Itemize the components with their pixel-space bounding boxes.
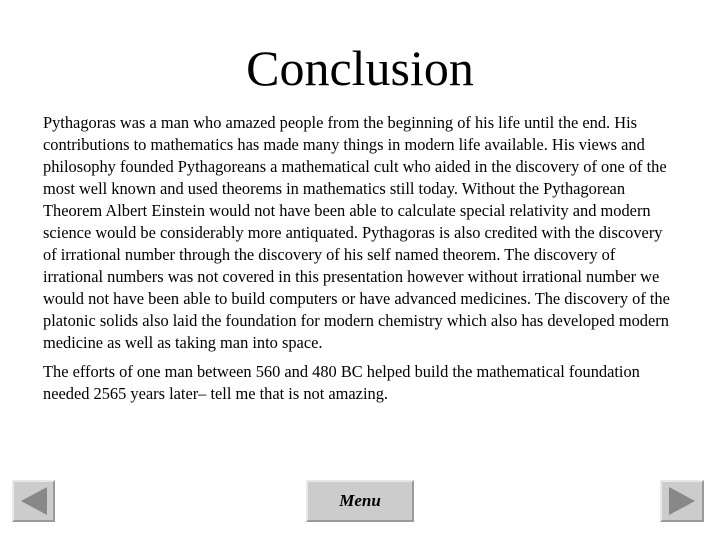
body-paragraph-1: Pythagoras was a man who amazed people from the beginning of his life until the end. His contributions to mathematics has made many things in modern life available. His views and philosophy founded Pythagoreans a mathematical cult who aided in the discovery of one of the most well known and used theorems in mathematics still today. Without the Pythagorean Theorem Albert Einstein would not have been able to calculate special relativity and modern science would be considerably more antiquated. Pythagoras is also credited with the discovery of irrational number through the discovery of his self named theorem. The discovery of irrational numbers was not covered in this presentation however without irrational number we would not have been able to build computers or have advanced medicines. The discovery of the platonic solids also laid the foundation for modern chemistry which also has developed modern medicine as well as taking man into space. [43, 113, 670, 352]
previous-slide-button[interactable] [12, 480, 55, 522]
slide-title: Conclusion [246, 40, 474, 96]
left-triangle-icon [21, 487, 47, 515]
right-triangle-icon [669, 487, 695, 515]
body-paragraph-2: The efforts of one man between 560 and 480 BC helped build the mathematical foundation needed 2565 years later– tell me that is not amazing. [43, 362, 640, 403]
menu-button[interactable]: Menu [306, 480, 414, 522]
next-slide-button[interactable] [660, 480, 704, 522]
slide-body [43, 112, 677, 412]
